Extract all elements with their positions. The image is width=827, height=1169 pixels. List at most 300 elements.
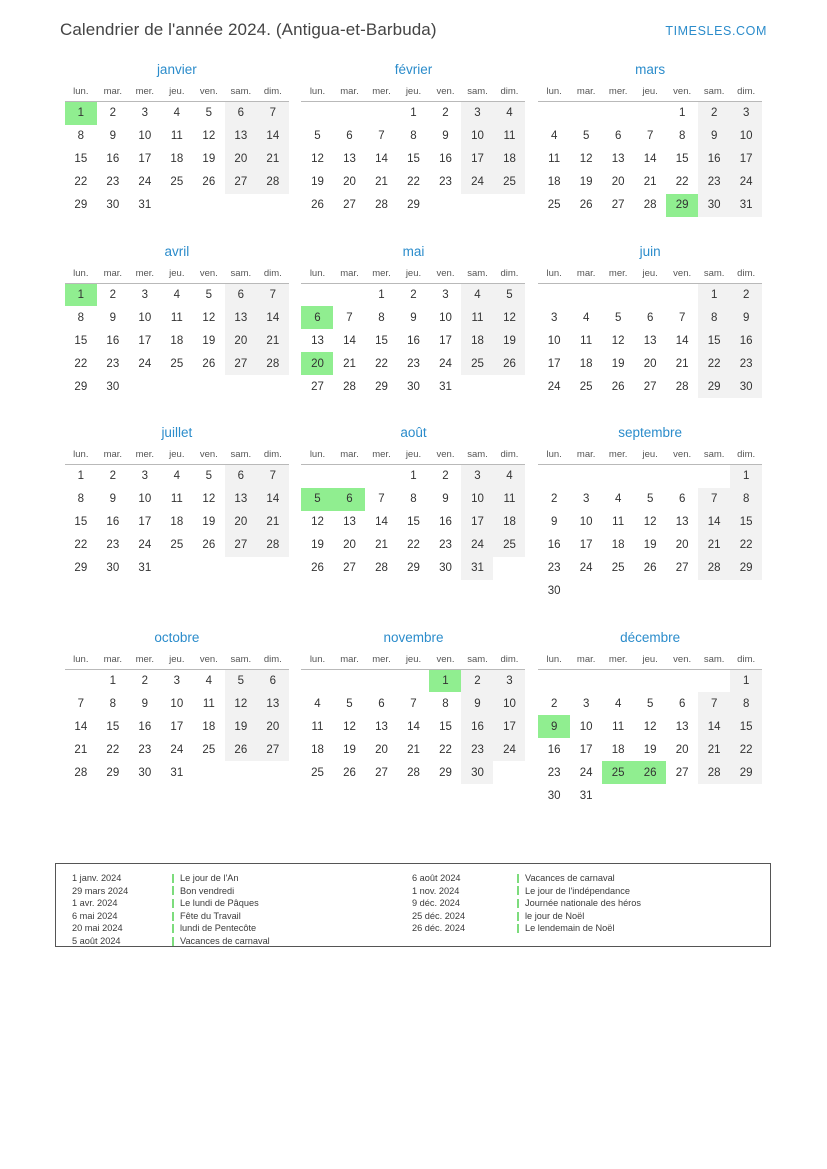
day-cell[interactable]: 19 (202, 334, 216, 347)
weekend-day-cell[interactable]: 4 (461, 283, 493, 306)
day-cell[interactable]: 17 (138, 153, 152, 165)
day-cell[interactable]: 19 (311, 176, 324, 188)
day-cell[interactable]: 24 (170, 743, 184, 756)
weekend-day-cell[interactable]: 9 (698, 125, 730, 148)
day-cell[interactable]: 16 (138, 720, 152, 733)
day-cell[interactable]: 1 (109, 674, 117, 687)
weekend-day-cell[interactable]: 17 (461, 511, 493, 534)
day-cell[interactable]: 7 (378, 130, 385, 142)
day-cell[interactable]: 4 (173, 288, 181, 301)
day-cell[interactable]: 15 (375, 334, 388, 347)
day-cell[interactable]: 11 (580, 334, 593, 347)
weekend-day-cell[interactable]: 19 (493, 329, 525, 352)
day-cell[interactable]: 12 (643, 720, 657, 733)
day-cell[interactable]: 25 (547, 199, 561, 211)
day-cell[interactable]: 30 (547, 585, 561, 597)
weekend-day-cell[interactable]: 10 (461, 125, 493, 148)
day-cell[interactable]: 14 (74, 720, 88, 733)
day-cell[interactable]: 8 (410, 493, 417, 505)
day-cell[interactable]: 22 (407, 176, 420, 188)
day-cell[interactable]: 3 (141, 470, 149, 483)
day-cell[interactable]: 12 (311, 516, 324, 528)
weekend-day-cell[interactable]: 31 (461, 557, 493, 580)
day-cell[interactable]: 18 (579, 357, 593, 370)
day-cell[interactable]: 18 (170, 516, 184, 528)
weekend-day-cell[interactable]: 24 (461, 171, 493, 194)
day-cell[interactable]: 3 (173, 674, 181, 687)
day-cell[interactable]: 10 (138, 130, 152, 142)
day-cell[interactable]: 26 (202, 176, 216, 188)
day-cell[interactable]: 20 (611, 176, 625, 188)
weekend-day-cell[interactable]: 7 (698, 692, 730, 715)
holiday-day-cell[interactable]: 1 (65, 283, 97, 306)
day-cell[interactable]: 31 (138, 199, 152, 211)
day-cell[interactable]: 26 (611, 380, 625, 393)
day-cell[interactable]: 19 (202, 153, 216, 165)
day-cell[interactable]: 4 (173, 107, 181, 120)
weekend-day-cell[interactable]: 13 (225, 125, 257, 148)
day-cell[interactable]: 3 (141, 288, 149, 301)
day-cell[interactable]: 8 (77, 311, 85, 324)
weekend-day-cell[interactable]: 21 (257, 148, 289, 171)
weekend-day-cell[interactable]: 5 (225, 669, 257, 692)
day-cell[interactable]: 14 (375, 153, 388, 165)
weekend-day-cell[interactable]: 28 (257, 534, 289, 557)
day-cell[interactable]: 17 (138, 516, 152, 528)
day-cell[interactable]: 15 (407, 516, 420, 528)
day-cell[interactable]: 13 (611, 153, 625, 165)
day-cell[interactable]: 1 (77, 470, 85, 483)
day-cell[interactable]: 13 (311, 334, 324, 347)
weekend-day-cell[interactable]: 24 (493, 738, 525, 761)
day-cell[interactable]: 29 (74, 380, 88, 393)
day-cell[interactable]: 22 (106, 743, 120, 756)
day-cell[interactable]: 17 (138, 334, 152, 347)
weekend-day-cell[interactable]: 6 (225, 102, 257, 125)
day-cell[interactable]: 24 (579, 562, 593, 574)
weekend-day-cell[interactable]: 26 (493, 352, 525, 375)
day-cell[interactable]: 7 (346, 311, 353, 324)
day-cell[interactable]: 28 (643, 199, 657, 211)
holiday-day-cell[interactable]: 9 (538, 715, 570, 738)
day-cell[interactable]: 18 (311, 743, 324, 756)
day-cell[interactable]: 12 (202, 311, 216, 324)
day-cell[interactable]: 6 (614, 130, 622, 142)
day-cell[interactable]: 2 (550, 697, 558, 710)
day-cell[interactable]: 25 (611, 562, 625, 574)
weekend-day-cell[interactable]: 29 (730, 761, 762, 784)
weekend-day-cell[interactable]: 21 (698, 534, 730, 557)
day-cell[interactable]: 24 (138, 357, 152, 370)
weekend-day-cell[interactable]: 3 (493, 669, 525, 692)
day-cell[interactable]: 8 (109, 697, 117, 710)
weekend-day-cell[interactable]: 11 (461, 306, 493, 329)
holiday-day-cell[interactable]: 20 (301, 352, 333, 375)
weekend-day-cell[interactable]: 24 (461, 534, 493, 557)
holiday-day-cell[interactable]: 5 (301, 488, 333, 511)
day-cell[interactable]: 2 (442, 470, 449, 483)
day-cell[interactable]: 22 (439, 743, 452, 756)
day-cell[interactable]: 21 (375, 539, 388, 551)
weekend-day-cell[interactable]: 15 (698, 329, 730, 352)
weekend-day-cell[interactable]: 27 (225, 171, 257, 194)
day-cell[interactable]: 22 (407, 539, 420, 551)
day-cell[interactable]: 21 (74, 743, 88, 756)
holiday-day-cell[interactable]: 1 (65, 102, 97, 125)
weekend-day-cell[interactable]: 27 (225, 352, 257, 375)
day-cell[interactable]: 22 (74, 176, 88, 188)
day-cell[interactable]: 30 (106, 199, 120, 211)
weekend-day-cell[interactable]: 3 (730, 102, 762, 125)
weekend-day-cell[interactable]: 6 (225, 283, 257, 306)
day-cell[interactable]: 10 (170, 697, 184, 710)
day-cell[interactable]: 11 (202, 697, 215, 710)
day-cell[interactable]: 18 (170, 153, 184, 165)
weekend-day-cell[interactable]: 29 (730, 557, 762, 580)
day-cell[interactable]: 28 (74, 766, 88, 779)
day-cell[interactable]: 7 (77, 697, 85, 710)
day-cell[interactable]: 21 (375, 176, 388, 188)
day-cell[interactable]: 31 (439, 380, 452, 393)
day-cell[interactable]: 20 (643, 357, 657, 370)
weekend-day-cell[interactable]: 21 (257, 329, 289, 352)
day-cell[interactable]: 23 (106, 176, 120, 188)
day-cell[interactable]: 29 (106, 766, 120, 779)
day-cell[interactable]: 9 (410, 311, 417, 324)
day-cell[interactable]: 4 (614, 697, 622, 710)
day-cell[interactable]: 25 (311, 766, 324, 779)
day-cell[interactable]: 4 (314, 697, 321, 710)
day-cell[interactable]: 1 (378, 288, 385, 301)
day-cell[interactable]: 6 (678, 493, 686, 505)
day-cell[interactable]: 27 (311, 380, 324, 393)
day-cell[interactable]: 19 (643, 743, 657, 756)
day-cell[interactable]: 17 (579, 743, 593, 756)
day-cell[interactable]: 11 (311, 720, 324, 733)
day-cell[interactable]: 16 (547, 539, 561, 551)
weekend-day-cell[interactable]: 25 (461, 352, 493, 375)
day-cell[interactable]: 5 (614, 311, 622, 324)
weekend-day-cell[interactable]: 30 (730, 375, 762, 398)
day-cell[interactable]: 15 (106, 720, 120, 733)
weekend-day-cell[interactable]: 28 (698, 557, 730, 580)
weekend-day-cell[interactable]: 27 (225, 534, 257, 557)
day-cell[interactable]: 3 (582, 697, 590, 710)
day-cell[interactable]: 16 (439, 153, 452, 165)
weekend-day-cell[interactable]: 21 (698, 738, 730, 761)
weekend-day-cell[interactable]: 7 (257, 283, 289, 306)
day-cell[interactable]: 8 (678, 130, 686, 142)
day-cell[interactable]: 21 (343, 357, 356, 370)
day-cell[interactable]: 7 (646, 130, 654, 142)
weekend-day-cell[interactable]: 13 (257, 692, 289, 715)
day-cell[interactable]: 27 (343, 199, 356, 211)
day-cell[interactable]: 2 (442, 107, 449, 120)
weekend-day-cell[interactable]: 8 (698, 306, 730, 329)
day-cell[interactable]: 30 (106, 562, 120, 574)
day-cell[interactable]: 29 (74, 199, 88, 211)
day-cell[interactable]: 5 (646, 493, 654, 505)
day-cell[interactable]: 4 (614, 493, 622, 505)
day-cell[interactable]: 17 (547, 357, 561, 370)
weekend-day-cell[interactable]: 30 (461, 761, 493, 784)
weekend-day-cell[interactable]: 18 (493, 511, 525, 534)
day-cell[interactable]: 20 (343, 176, 356, 188)
day-cell[interactable]: 16 (106, 153, 120, 165)
weekend-day-cell[interactable]: 20 (225, 511, 257, 534)
weekend-day-cell[interactable]: 20 (225, 329, 257, 352)
day-cell[interactable]: 2 (109, 288, 117, 301)
weekend-day-cell[interactable]: 24 (730, 171, 762, 194)
day-cell[interactable]: 22 (74, 357, 88, 370)
day-cell[interactable]: 27 (643, 380, 657, 393)
weekend-day-cell[interactable]: 29 (698, 375, 730, 398)
day-cell[interactable]: 26 (311, 199, 324, 211)
day-cell[interactable]: 3 (582, 493, 590, 505)
day-cell[interactable]: 18 (170, 334, 184, 347)
day-cell[interactable]: 14 (643, 153, 657, 165)
weekend-day-cell[interactable]: 17 (461, 148, 493, 171)
day-cell[interactable]: 19 (643, 539, 657, 551)
day-cell[interactable]: 2 (109, 470, 117, 483)
day-cell[interactable]: 8 (410, 130, 417, 142)
day-cell[interactable]: 30 (138, 766, 152, 779)
day-cell[interactable]: 26 (579, 199, 593, 211)
day-cell[interactable]: 13 (675, 720, 689, 733)
day-cell[interactable]: 29 (74, 562, 88, 574)
day-cell[interactable]: 22 (74, 539, 88, 551)
weekend-day-cell[interactable]: 22 (730, 534, 762, 557)
day-cell[interactable]: 30 (407, 380, 420, 393)
weekend-day-cell[interactable]: 6 (225, 465, 257, 488)
weekend-day-cell[interactable]: 11 (493, 488, 525, 511)
day-cell[interactable]: 16 (439, 516, 452, 528)
day-cell[interactable]: 10 (579, 516, 593, 528)
weekend-day-cell[interactable]: 23 (698, 171, 730, 194)
day-cell[interactable]: 6 (346, 130, 353, 142)
weekend-day-cell[interactable]: 2 (730, 283, 762, 306)
weekend-day-cell[interactable]: 12 (225, 692, 257, 715)
day-cell[interactable]: 10 (547, 334, 561, 347)
day-cell[interactable]: 12 (202, 493, 216, 505)
weekend-day-cell[interactable]: 12 (493, 306, 525, 329)
day-cell[interactable]: 27 (611, 199, 625, 211)
weekend-day-cell[interactable]: 1 (730, 669, 762, 692)
day-cell[interactable]: 15 (74, 516, 88, 528)
day-cell[interactable]: 14 (375, 516, 388, 528)
holiday-day-cell[interactable]: 6 (301, 306, 333, 329)
day-cell[interactable]: 5 (646, 697, 654, 710)
day-cell[interactable]: 8 (442, 697, 449, 710)
site-brand[interactable]: TIMESLES.COM (665, 24, 767, 38)
weekend-day-cell[interactable]: 10 (730, 125, 762, 148)
weekend-day-cell[interactable]: 13 (225, 488, 257, 511)
weekend-day-cell[interactable]: 15 (730, 715, 762, 738)
day-cell[interactable]: 18 (611, 539, 625, 551)
day-cell[interactable]: 9 (442, 130, 449, 142)
day-cell[interactable]: 25 (202, 743, 216, 756)
day-cell[interactable]: 30 (439, 562, 452, 574)
day-cell[interactable]: 2 (550, 493, 558, 505)
day-cell[interactable]: 21 (675, 357, 689, 370)
day-cell[interactable]: 12 (343, 720, 356, 733)
day-cell[interactable]: 15 (675, 153, 689, 165)
weekend-day-cell[interactable]: 14 (257, 306, 289, 329)
weekend-day-cell[interactable]: 21 (257, 511, 289, 534)
day-cell[interactable]: 1 (410, 470, 417, 483)
day-cell[interactable]: 23 (439, 539, 452, 551)
day-cell[interactable]: 15 (439, 720, 452, 733)
day-cell[interactable]: 25 (170, 539, 184, 551)
day-cell[interactable]: 9 (141, 697, 149, 710)
day-cell[interactable]: 23 (547, 766, 561, 779)
day-cell[interactable]: 20 (675, 743, 689, 756)
day-cell[interactable]: 11 (548, 153, 561, 165)
day-cell[interactable]: 5 (346, 697, 353, 710)
weekend-day-cell[interactable]: 6 (257, 669, 289, 692)
day-cell[interactable]: 9 (109, 311, 117, 324)
weekend-day-cell[interactable]: 25 (493, 171, 525, 194)
day-cell[interactable]: 23 (138, 743, 152, 756)
weekend-day-cell[interactable]: 2 (698, 102, 730, 125)
day-cell[interactable]: 5 (205, 288, 213, 301)
weekend-day-cell[interactable]: 13 (225, 306, 257, 329)
day-cell[interactable]: 13 (643, 334, 657, 347)
day-cell[interactable]: 9 (109, 493, 117, 505)
day-cell[interactable]: 9 (550, 516, 558, 528)
day-cell[interactable]: 29 (375, 380, 388, 393)
weekend-day-cell[interactable]: 14 (257, 488, 289, 511)
weekend-day-cell[interactable]: 28 (257, 171, 289, 194)
day-cell[interactable]: 23 (407, 357, 420, 370)
weekend-day-cell[interactable]: 4 (493, 102, 525, 125)
day-cell[interactable]: 5 (582, 130, 590, 142)
day-cell[interactable]: 26 (643, 562, 657, 574)
day-cell[interactable]: 31 (138, 562, 152, 574)
day-cell[interactable]: 19 (343, 743, 356, 756)
weekend-day-cell[interactable]: 23 (461, 738, 493, 761)
day-cell[interactable]: 10 (138, 493, 152, 505)
weekend-day-cell[interactable]: 18 (493, 148, 525, 171)
weekend-day-cell[interactable]: 14 (257, 125, 289, 148)
day-cell[interactable]: 8 (77, 130, 85, 142)
weekend-day-cell[interactable]: 16 (461, 715, 493, 738)
day-cell[interactable]: 27 (675, 562, 689, 574)
weekend-day-cell[interactable]: 4 (493, 465, 525, 488)
day-cell[interactable]: 25 (579, 380, 593, 393)
day-cell[interactable]: 19 (611, 357, 625, 370)
day-cell[interactable]: 2 (410, 288, 417, 301)
day-cell[interactable]: 4 (582, 311, 590, 324)
day-cell[interactable]: 2 (109, 107, 117, 120)
day-cell[interactable]: 30 (106, 380, 120, 393)
day-cell[interactable]: 13 (375, 720, 388, 733)
day-cell[interactable]: 6 (646, 311, 654, 324)
weekend-day-cell[interactable]: 1 (698, 283, 730, 306)
weekend-day-cell[interactable]: 19 (225, 715, 257, 738)
day-cell[interactable]: 12 (311, 153, 324, 165)
day-cell[interactable]: 24 (439, 357, 452, 370)
day-cell[interactable]: 9 (109, 130, 117, 142)
weekend-day-cell[interactable]: 20 (257, 715, 289, 738)
holiday-day-cell[interactable]: 1 (429, 669, 461, 692)
weekend-day-cell[interactable]: 16 (698, 148, 730, 171)
day-cell[interactable]: 25 (170, 357, 184, 370)
day-cell[interactable]: 14 (343, 334, 356, 347)
day-cell[interactable]: 3 (442, 288, 449, 301)
day-cell[interactable]: 10 (138, 311, 152, 324)
day-cell[interactable]: 11 (170, 130, 183, 142)
day-cell[interactable]: 12 (579, 153, 593, 165)
day-cell[interactable]: 29 (439, 766, 452, 779)
weekend-day-cell[interactable]: 28 (257, 352, 289, 375)
day-cell[interactable]: 10 (579, 720, 593, 733)
day-cell[interactable]: 27 (675, 766, 689, 779)
day-cell[interactable]: 5 (205, 107, 213, 120)
day-cell[interactable]: 15 (407, 153, 420, 165)
weekend-day-cell[interactable]: 10 (461, 488, 493, 511)
day-cell[interactable]: 10 (439, 311, 452, 324)
day-cell[interactable]: 20 (675, 539, 689, 551)
weekend-day-cell[interactable]: 28 (698, 761, 730, 784)
day-cell[interactable]: 23 (106, 539, 120, 551)
day-cell[interactable]: 7 (378, 493, 385, 505)
day-cell[interactable]: 1 (678, 107, 686, 120)
day-cell[interactable]: 12 (611, 334, 625, 347)
day-cell[interactable]: 27 (375, 766, 388, 779)
weekend-day-cell[interactable]: 10 (493, 692, 525, 715)
weekend-day-cell[interactable]: 22 (730, 738, 762, 761)
day-cell[interactable]: 6 (378, 697, 385, 710)
day-cell[interactable]: 9 (442, 493, 449, 505)
day-cell[interactable]: 13 (675, 516, 689, 528)
weekend-day-cell[interactable]: 25 (493, 534, 525, 557)
day-cell[interactable]: 3 (550, 311, 558, 324)
day-cell[interactable]: 24 (579, 766, 593, 779)
day-cell[interactable]: 22 (375, 357, 388, 370)
weekend-day-cell[interactable]: 14 (698, 715, 730, 738)
weekend-day-cell[interactable]: 9 (461, 692, 493, 715)
day-cell[interactable]: 17 (170, 720, 184, 733)
day-cell[interactable]: 28 (343, 380, 356, 393)
day-cell[interactable]: 2 (141, 674, 149, 687)
day-cell[interactable]: 22 (675, 176, 689, 188)
day-cell[interactable]: 21 (407, 743, 420, 756)
day-cell[interactable]: 13 (343, 153, 356, 165)
weekend-day-cell[interactable]: 7 (257, 102, 289, 125)
day-cell[interactable]: 16 (407, 334, 420, 347)
day-cell[interactable]: 16 (106, 334, 120, 347)
weekend-day-cell[interactable]: 17 (730, 148, 762, 171)
day-cell[interactable]: 20 (343, 539, 356, 551)
day-cell[interactable]: 26 (202, 539, 216, 551)
day-cell[interactable]: 18 (547, 176, 561, 188)
weekend-day-cell[interactable]: 3 (461, 465, 493, 488)
day-cell[interactable]: 11 (170, 493, 183, 505)
weekend-day-cell[interactable]: 20 (225, 148, 257, 171)
day-cell[interactable]: 3 (141, 107, 149, 120)
weekend-day-cell[interactable]: 14 (698, 511, 730, 534)
day-cell[interactable]: 5 (314, 130, 321, 142)
weekend-day-cell[interactable]: 7 (698, 488, 730, 511)
day-cell[interactable]: 12 (643, 516, 657, 528)
day-cell[interactable]: 4 (173, 470, 181, 483)
day-cell[interactable]: 19 (311, 539, 324, 551)
day-cell[interactable]: 27 (343, 562, 356, 574)
day-cell[interactable]: 20 (375, 743, 388, 756)
day-cell[interactable]: 26 (311, 562, 324, 574)
day-cell[interactable]: 23 (547, 562, 561, 574)
